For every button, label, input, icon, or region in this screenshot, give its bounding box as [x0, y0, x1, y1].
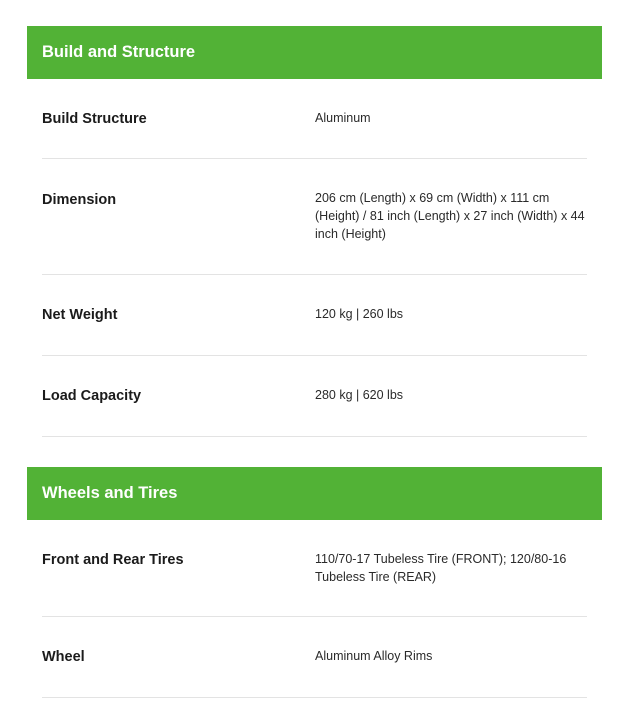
- spec-value: Aluminum: [315, 111, 371, 125]
- spec-row-front-and-rear-tires: [42, 520, 587, 617]
- spec-label: Load Capacity: [42, 388, 142, 404]
- section-header-build-and-structure: [27, 26, 602, 79]
- section-title: Wheels and Tires: [42, 484, 178, 502]
- section-title: Build and Structure: [42, 43, 196, 61]
- spec-label: Net Weight: [42, 307, 118, 323]
- spec-row-net-weight: [42, 275, 587, 356]
- spec-row-wheel: [42, 617, 587, 698]
- spec-value: 120 kg | 260 lbs: [315, 307, 404, 321]
- spec-row-dimension: [42, 159, 587, 275]
- spec-value: 206 cm (Length) x 69 cm (Width) x 111 cm (Height) / 81 inch (Length) x 27 inch (Width) x 44 inch (Height): [315, 191, 585, 241]
- spec-label: Front and Rear Tires: [42, 552, 184, 568]
- spec-row-build-structure: [42, 79, 587, 159]
- spec-label: Wheel: [42, 649, 85, 665]
- spec-value: 110/70-17 Tubeless Tire (FRONT); 120/80-16 Tubeless Tire (REAR): [315, 552, 567, 584]
- spec-value: Aluminum Alloy Rims: [315, 649, 433, 663]
- section-header-wheels-and-tires: [27, 467, 602, 520]
- spec-label: Build Structure: [42, 111, 147, 127]
- spec-label: Dimension: [42, 192, 117, 208]
- spec-row-load-capacity: [42, 356, 587, 437]
- spec-value: 280 kg | 620 lbs: [315, 388, 404, 402]
